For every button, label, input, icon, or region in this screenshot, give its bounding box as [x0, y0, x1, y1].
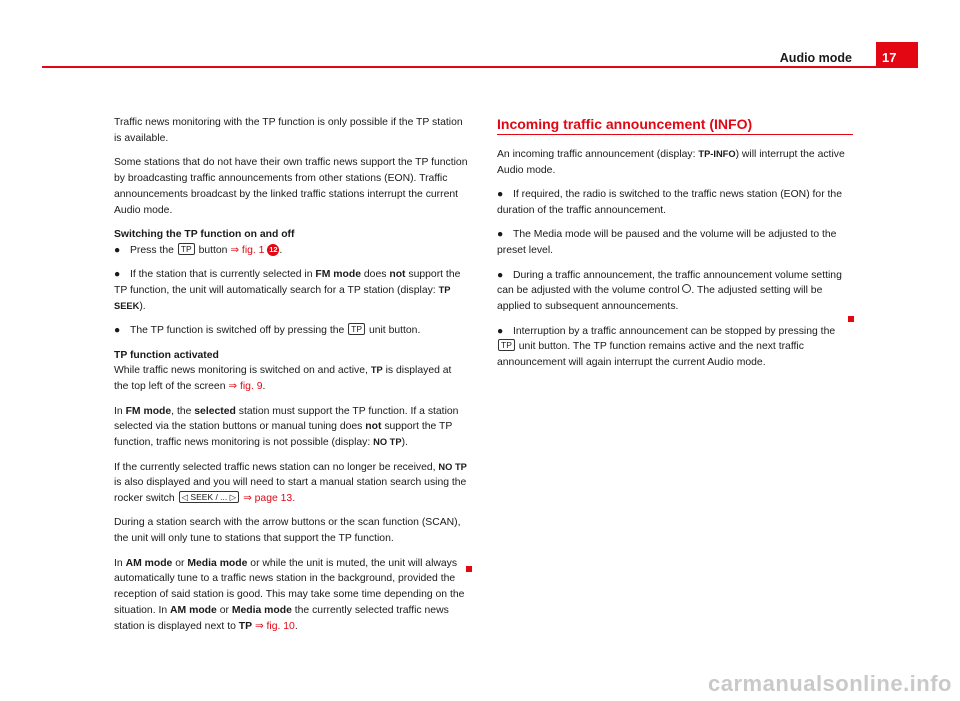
figure-link[interactable]: ⇒ fig. 10 [254, 620, 295, 632]
list-item: ● Interruption by a traffic announcement can be stopped by pressing the TP unit button. The TP function remains active and the next traffic announcement will again interrupt the current Audio mode. [497, 325, 836, 369]
subheading-tp-activated: TP function activated [114, 349, 219, 361]
list-item: ● The Media mode will be paused and the volume will be adjusted to the preset level. [497, 229, 837, 257]
section-rule [497, 134, 853, 135]
section-heading: Incoming traffic announcement (INFO) [497, 116, 753, 132]
left-column [114, 115, 468, 643]
display-text: TP [370, 365, 383, 376]
display-text: TP-INFO [698, 149, 736, 159]
paragraph: While traffic news monitoring is switched on and active, TP is displayed at the top left of the screen ⇒ fig. 9. [114, 365, 452, 393]
page-link[interactable]: ⇒ page 13. [243, 493, 296, 505]
list-item: ● If the station that is currently selected in FM mode does not support the TP function, the unit will automatically search for a TP station (display: TP SEEK). [114, 269, 461, 312]
tp-key-icon: TP [348, 323, 365, 335]
callout-number-icon: 12 [269, 244, 278, 254]
page-number: 17 [876, 42, 918, 68]
page-header [0, 0, 960, 70]
bullet-icon: ● [497, 229, 504, 241]
paragraph: In FM mode, the selected station must support the TP function. If a station selected via the station buttons or manual tuning does not support the TP function, traffic news monitoring is not possible (display: NO TP). [114, 405, 459, 449]
list-item: ● Press the TP button ⇒ fig. 1 12 . [114, 243, 468, 259]
paragraph: Traffic news monitoring with the TP function is only possible if the TP station is available. [114, 117, 463, 144]
display-text: NO TP [373, 437, 402, 448]
display-text: TP SEEK [114, 284, 451, 311]
header-rule [42, 66, 918, 68]
figure-link[interactable]: ⇒ fig. 9 [228, 381, 263, 393]
tp-key-icon: TP [178, 243, 195, 255]
bullet-icon: ● [497, 269, 504, 281]
paragraph: In AM mode or Media mode or while the unit is muted, the unit will always automatically tune to a traffic news station in the background, provided the reception of said station is good. This may take some time depending on the situation. In AM mode or Media mode the currently selected traffic news station is displayed next to TP ⇒ fig. 10. [114, 557, 465, 632]
paragraph: If the currently selected traffic news station can no longer be received, NO TP is also displayed and you will need to start a manual station search using the rocker switch ◁ SEEK / ... ▷ ⇒ page 13. [114, 461, 467, 505]
subheading-switching-tp: Switching the TP function on and off [114, 228, 295, 240]
display-text: NO TP [438, 461, 467, 472]
watermark: carmanualsonline.info [708, 671, 952, 696]
bullet-icon: ● [497, 325, 504, 337]
figure-link[interactable]: ⇒ fig. 1 [230, 244, 265, 256]
section-end-marker [466, 566, 472, 572]
bullet-icon: ● [114, 244, 121, 256]
seek-rocker-key-icon: ◁ SEEK / ... ▷ [179, 491, 240, 503]
bullet-icon: ● [114, 269, 121, 281]
paragraph: An incoming traffic announcement (display: TP-INFO) will interrupt the active Audio mode. [497, 149, 845, 176]
tp-key-icon: TP [498, 339, 515, 351]
paragraph: During a station search with the arrow buttons or the scan function (SCAN), the unit will only tune to stations that support the TP function. [114, 517, 461, 545]
right-column [497, 147, 853, 380]
list-item: ● The TP function is switched off by pressing the TP unit button. [114, 323, 468, 339]
bullet-icon: ● [114, 325, 121, 337]
list-item: ● During a traffic announcement, the traffic announcement volume setting can be adjusted with the volume control . The adjusted setting will be applied to subsequent announcements. [497, 269, 842, 313]
header-title: Audio mode [779, 51, 852, 65]
section-end-marker [848, 316, 854, 322]
bullet-icon: ● [497, 189, 504, 201]
paragraph: Some stations that do not have their own traffic news support the TP function by broadcasting traffic announcements from other stations (EON). Traffic announcements broadcast by the linked traffic stations interrupt the current Audio mode. [114, 157, 468, 216]
list-item: ● If required, the radio is switched to the traffic news station (EON) for the duration of the traffic announcement. [497, 189, 842, 216]
